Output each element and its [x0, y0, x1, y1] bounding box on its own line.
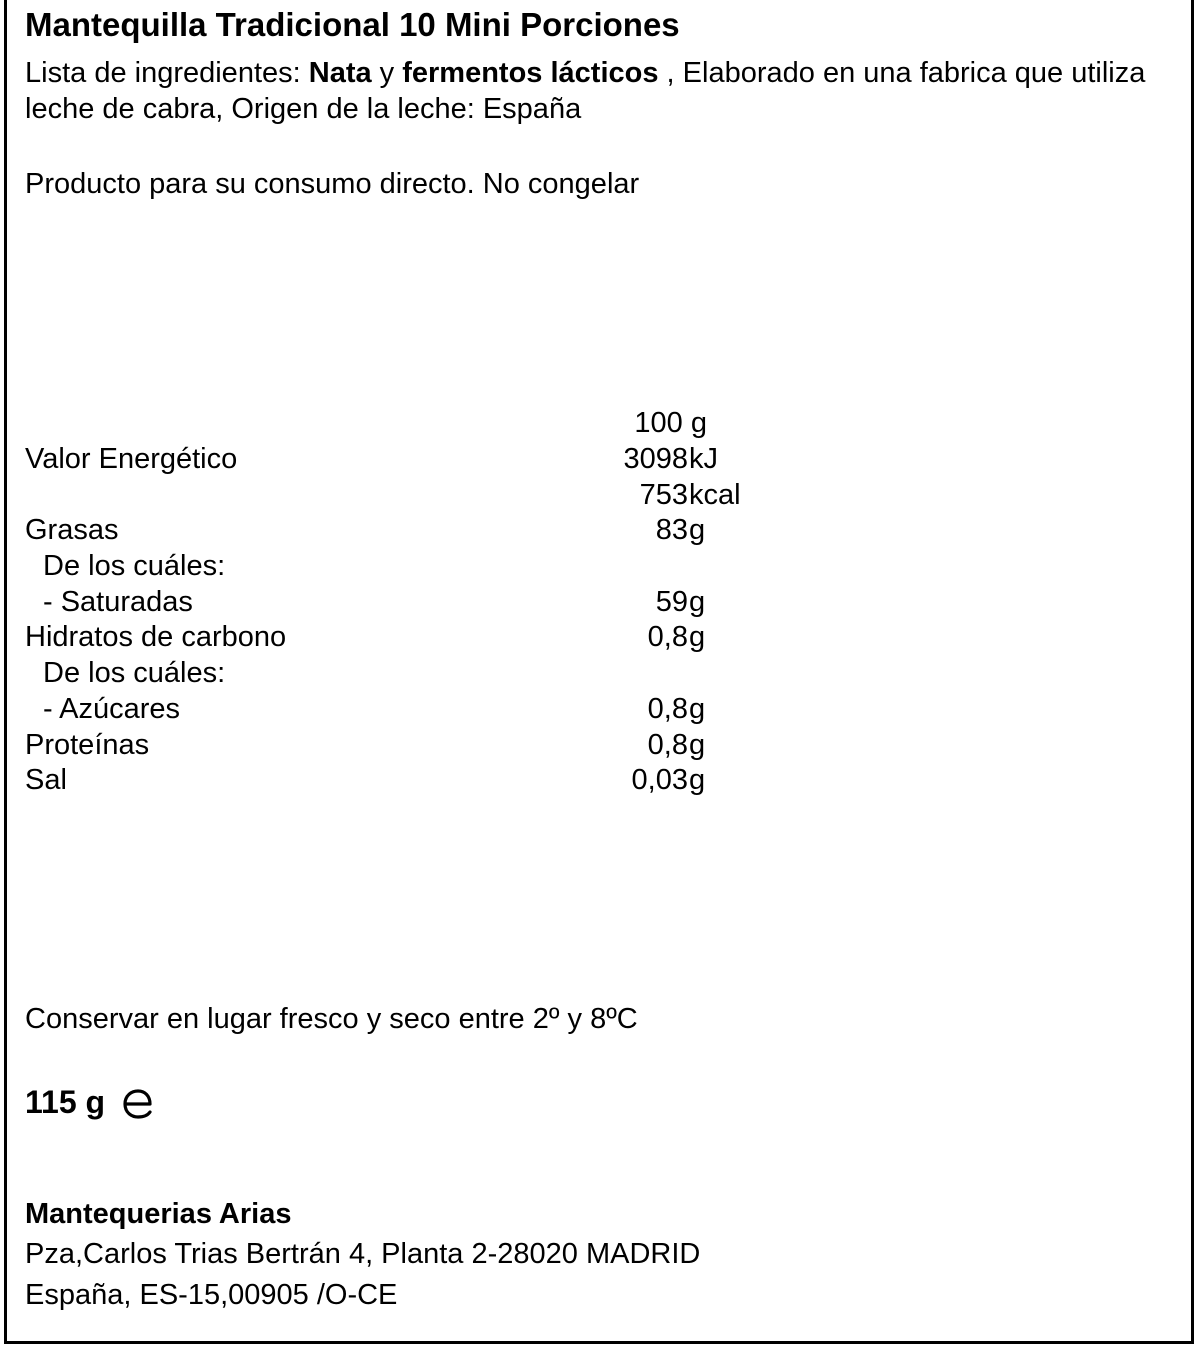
nutrition-label-sugars: - Azúcares	[43, 693, 180, 725]
nutrition-header: 100 g	[634, 407, 707, 439]
nutrition-value-sugars: 0,8	[647, 693, 688, 725]
estimated-sign-icon	[120, 1088, 154, 1120]
company-name: Mantequerias Arias	[25, 1198, 292, 1230]
ingredients-prefix: Lista de ingredientes:	[25, 57, 309, 89]
ingredient-fermentos: fermentos lácticos	[402, 57, 659, 89]
nutrition-label-fat: Grasas	[25, 514, 119, 546]
nutrition-unit-saturated: g	[689, 586, 706, 618]
nutrition-unit-kj: kJ	[689, 443, 718, 475]
nutrition-label-salt: Sal	[25, 764, 67, 796]
ingredient-nata: Nata	[308, 57, 372, 89]
storage-instructions: Conservar en lugar fresco y seco entre 2º y 8ºC	[25, 1003, 638, 1035]
company-address: Pza,Carlos Trias Bertrán 4, Planta 2-28020 MADRID	[25, 1238, 701, 1270]
nutrition-unit-sugars: g	[689, 693, 706, 725]
product-title: Mantequilla Tradicional 10 Mini Porciones	[25, 6, 680, 43]
consumption-note: Producto para su consumo directo. No congelar	[25, 168, 640, 200]
nutrition-value-energy-kcal: 753	[639, 479, 688, 511]
nutrition-label-carbs-of-which: De los cuáles:	[43, 657, 226, 689]
nutrition-value-salt: 0,03	[631, 764, 688, 796]
nutrition-unit-kcal: kcal	[689, 479, 741, 511]
nutrition-label-energy: Valor Energético	[25, 443, 238, 475]
nutrition-unit-salt: g	[689, 764, 706, 796]
nutrition-label-saturated: - Saturadas	[43, 586, 193, 618]
nutrition-unit-protein: g	[689, 729, 706, 761]
nutrition-value-saturated: 59	[655, 586, 688, 618]
nutrition-value-carbs: 0,8	[647, 621, 688, 653]
nutrition-label-fat-of-which: De los cuáles:	[43, 550, 226, 582]
nutrition-value-energy-kj: 3098	[623, 443, 688, 475]
ingredients-suffix: , Elaborado en una fabrica que utiliza leche de cabra, Origen de la leche: España	[25, 57, 1146, 125]
nutrition-value-fat: 83	[655, 514, 688, 546]
ingredients-list	[25, 55, 1165, 127]
company-country-registry: España, ES-15,00905 /O-CE	[25, 1279, 398, 1311]
ingredients-joiner: y	[371, 57, 403, 89]
nutrition-unit-fat: g	[689, 514, 706, 546]
nutrition-label-carbs: Hidratos de carbono	[25, 621, 287, 653]
net-weight: 115 g	[25, 1084, 106, 1120]
nutrition-unit-carbs: g	[689, 621, 706, 653]
nutrition-value-protein: 0,8	[647, 729, 688, 761]
nutrition-label-protein: Proteínas	[25, 729, 150, 761]
